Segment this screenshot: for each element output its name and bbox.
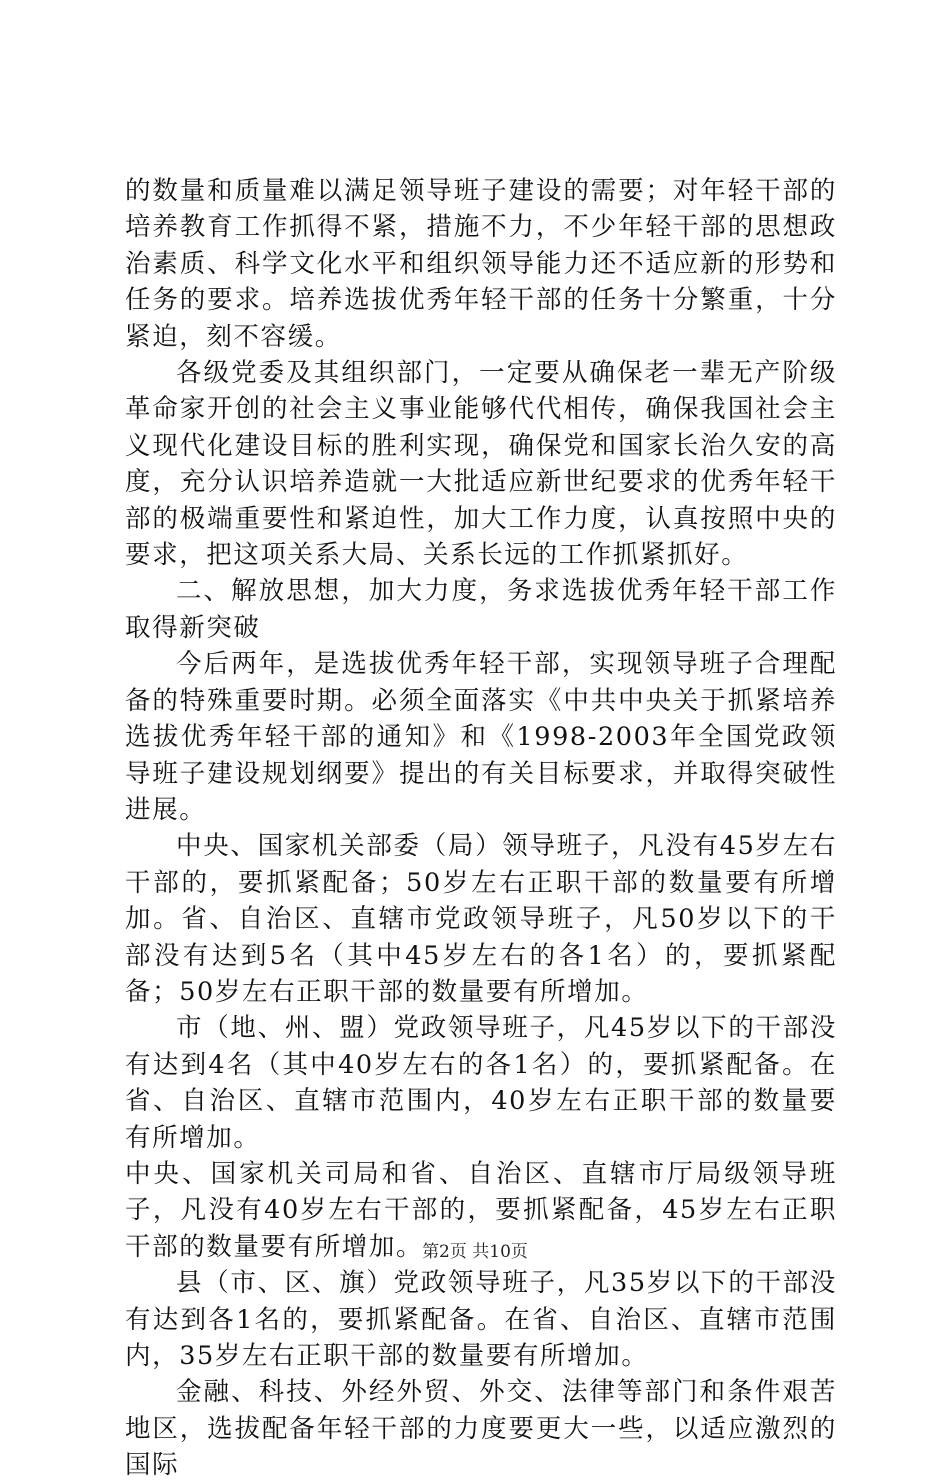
paragraph-unindented: 中央、国家机关司局和省、自治区、直辖市厅局级领导班子，凡没有40岁左右干部的，要抓紧配备，45岁左右正职干部的数量要有所增加。 — [125, 1158, 837, 1262]
paragraph: 中央、国家机关部委（局）领导班子，凡没有45岁左右干部的，要抓紧配备；50岁左右正职干部的数量要有所增加。省、自治区、直辖市党政领导班子，凡50岁以下的干部没有达到5名（其中45岁左右的各1名）的，要抓紧配备；50岁左右正职干部的数量要有所增加。 — [125, 831, 837, 1007]
paragraph: 市（地、州、盟）党政领导班子，凡45岁以下的干部没有达到4名（其中40岁左右的各1名）的，要抓紧配备。在省、自治区、直辖市范围内，40岁左右正职干部的数量要有所增加。 — [125, 1013, 837, 1153]
page-number-footer: 第2页 共10页 — [422, 1242, 528, 1262]
paragraph: 今后两年，是选拔优秀年轻干部，实现领导班子合理配备的特殊重要时期。必须全面落实《中共中央关于抓紧培养选拔优秀年轻干部的通知》和《1998-2003年全国党政领导班子建设规划纲要》提出的有关目标要求，并取得突破性进展。 — [125, 649, 837, 825]
paragraph: 县（市、区、旗）党政领导班子，凡35岁以下的干部没有达到各1名的，要抓紧配备。在省、自治区、直辖市范围内，35岁左右正职干部的数量要有所增加。 — [125, 1268, 837, 1371]
paragraph: 金融、科技、外经外贸、外交、法律等部门和条件艰苦地区，选拔配备年轻干部的力度要更大一些，以适应激烈的国际 — [125, 1377, 837, 1481]
section-heading: 二、解放思想，加大力度，务求选拔优秀年轻干部工作取得新突破 — [125, 576, 837, 643]
paragraph-continued: 的数量和质量难以满足领导班子建设的需要；对年轻干部的培养教育工作抓得不紧，措施不力，不少年轻干部的思想政治素质、科学文化水平和组织领导能力还不适应新的形势和任务的要求。培养选拔优秀年轻干部的任务十分繁重，十分紧迫，刻不容缓。 — [125, 176, 837, 352]
document-body — [125, 173, 837, 1484]
paragraph: 各级党委及其组织部门，一定要从确保老一辈无产阶级革命家开创的社会主义事业能够代代相传，确保我国社会主义现代化建设目标的胜利实现，确保党和国家长治久安的高度，充分认识培养造就一大批适应新世纪要求的优秀年轻干部的极端重要性和紧迫性，加大工作力度，认真按照中央的要求，把这项关系大局、关系长远的工作抓紧抓好。 — [125, 358, 837, 571]
